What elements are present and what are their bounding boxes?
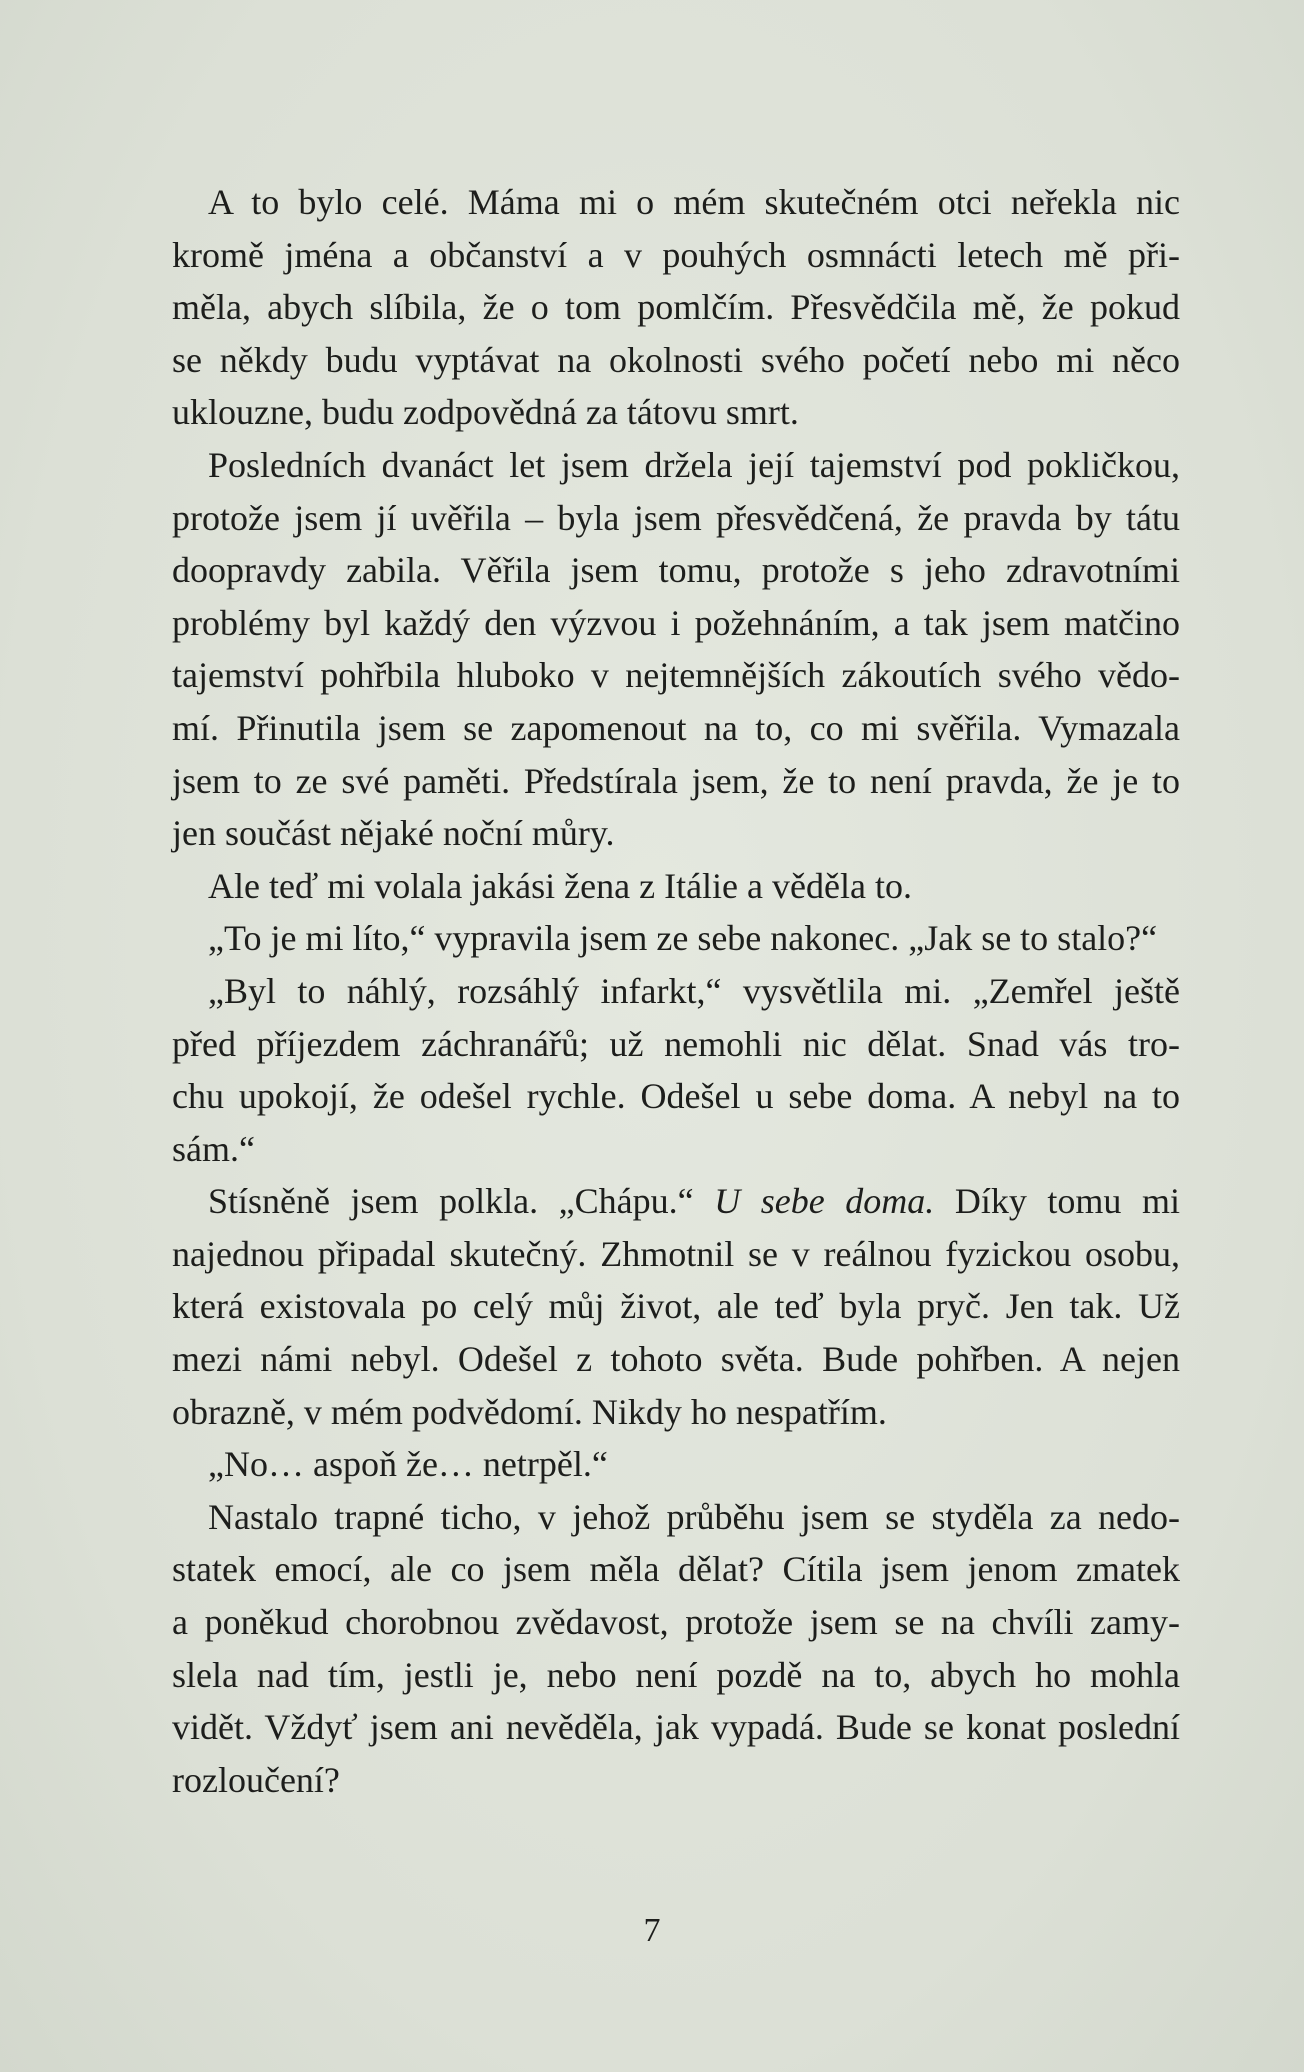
text-line: „To je mi líto,“ vypravila jsem ze sebe nakonec. „Jak se to stalo?“	[208, 918, 1158, 959]
text-line: jsem to ze své paměti. Předstírala jsem, že to není pravda, že je to	[172, 760, 1180, 801]
text-line: vidět. Vždyť jsem ani nevěděla, jak vypadá. Bude se konat poslední	[172, 1707, 1180, 1748]
text-line: se někdy budu vyptávat na okolnosti svého početí nebo mi něco	[172, 339, 1180, 380]
text-line: „Byl to náhlý, rozsáhlý infarkt,“ vysvětlila mi. „Zemřel ještě	[208, 970, 1180, 1011]
text-line: rozloučení?	[172, 1759, 340, 1800]
text-line: měla, abych slíbila, že o tom pomlčím. Přesvědčila mě, že pokud	[172, 287, 1180, 328]
text-line: slela nad tím, jestli je, nebo není pozdě na to, abych ho mohla	[172, 1654, 1180, 1695]
text-line: problémy byl každý den výzvou i požehnáním, a tak jsem matčino	[172, 602, 1180, 643]
text-line: Nastalo trapné ticho, v jehož průběhu jsem se styděla za nedo-	[208, 1496, 1180, 1537]
text-line: kromě jména a občanství a v pouhých osmnácti letech mě při-	[172, 234, 1180, 275]
text-line: před příjezdem záchranářů; už nemohli nic dělat. Snad vás tro-	[172, 1023, 1180, 1064]
text-line: najednou připadal skutečný. Zhmotnil se v reálnou fyzickou osobu,	[172, 1233, 1180, 1274]
text-line: obrazně, v mém podvědomí. Nikdy ho nespatřím.	[172, 1391, 887, 1432]
text-line: uklouzne, budu zodpovědná za tátovu smrt.	[172, 392, 799, 433]
text-line: a poněkud chorobnou zvědavost, protože jsem se na chvíli zamy-	[172, 1602, 1180, 1643]
text-line: tajemství pohřbila hluboko v nejtemnějších zákoutích svého vědo-	[172, 655, 1180, 696]
text-line: sám.“	[172, 1128, 255, 1169]
page-number: 7	[643, 1912, 661, 1949]
text-line: statek emocí, ale co jsem měla dělat? Cítila jsem jenom zmatek	[172, 1549, 1180, 1590]
text-line: Stísněně jsem polkla. „Chápu.“ U sebe doma. Díky tomu mi	[208, 1181, 1181, 1222]
text-line: Ale teď mi volala jakási žena z Itálie a věděla to.	[208, 865, 912, 906]
emphasis-text: U sebe doma.	[714, 1181, 935, 1222]
text-line: Posledních dvanáct let jsem držela její tajemství pod pokličkou,	[208, 444, 1180, 485]
text-line: doopravdy zabila. Věřila jsem tomu, protože s jeho zdravotními	[172, 550, 1180, 591]
text-line: „No… aspoň že… netrpěl.“	[208, 1444, 608, 1485]
text-line: protože jsem jí uvěřila – byla jsem přesvědčená, že pravda by tátu	[172, 497, 1180, 538]
text-line: mí. Přinutila jsem se zapomenout na to, co mi svěřila. Vymazala	[172, 707, 1180, 748]
text-line: A to bylo celé. Máma mi o mém skutečném otci neřekla nic	[208, 182, 1180, 222]
text-line: mezi námi nebyl. Odešel z tohoto světa. Bude pohřben. A nejen	[172, 1339, 1180, 1380]
text-line: která existovala po celý můj život, ale teď byla pryč. Jen tak. Už	[172, 1286, 1180, 1327]
text-line: jen součást nějaké noční můry.	[172, 813, 615, 854]
body-text	[172, 176, 1180, 1806]
text-line: chu upokojí, že odešel rychle. Odešel u sebe doma. A nebyl na to	[172, 1076, 1180, 1117]
